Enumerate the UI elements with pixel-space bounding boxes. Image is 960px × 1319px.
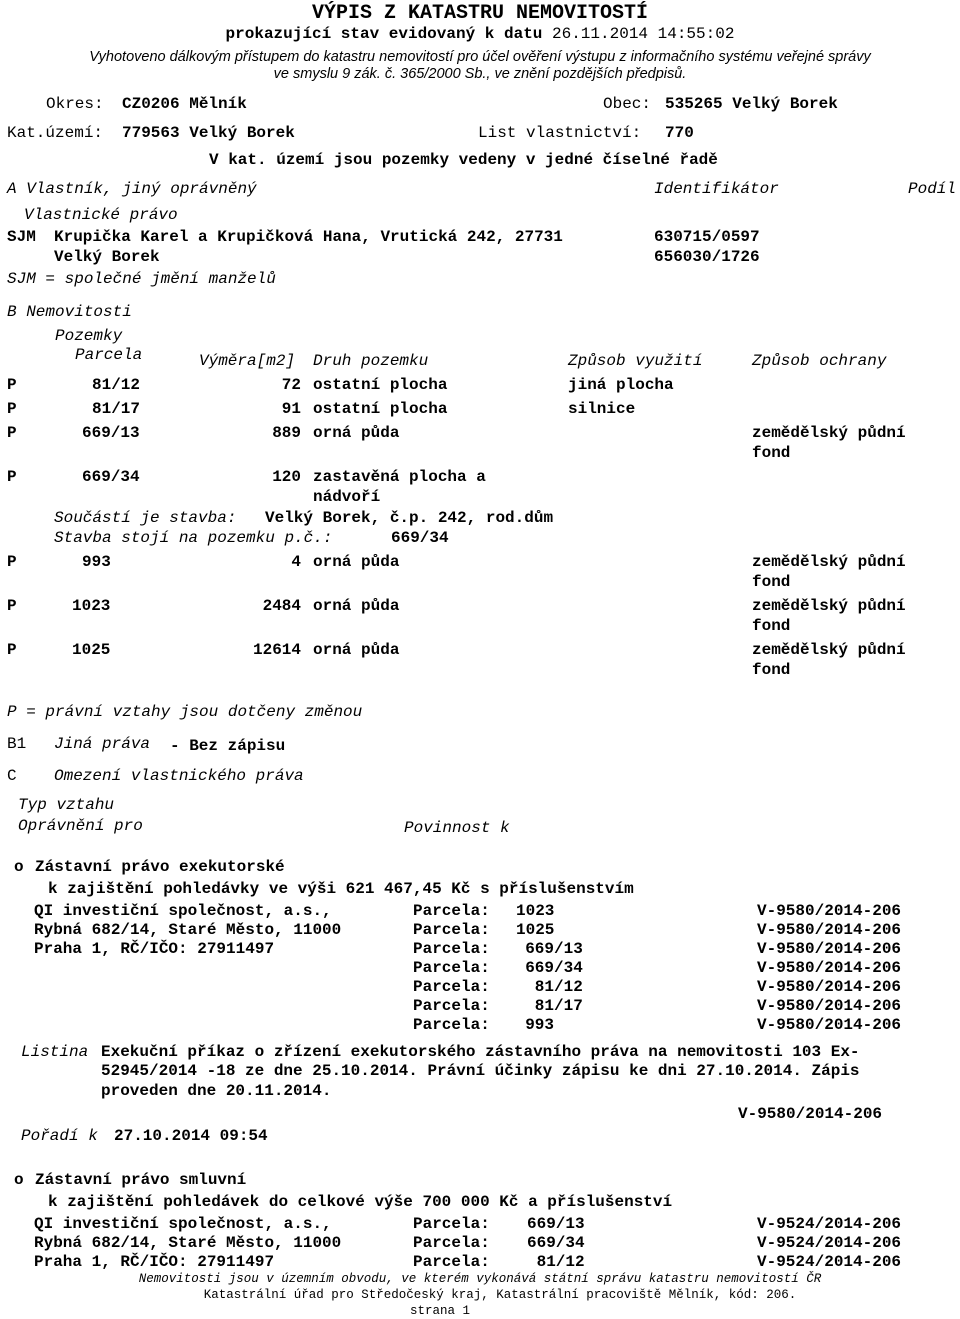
typ-vztahu-header: Typ vztahu bbox=[18, 796, 115, 814]
owner-identifier-2: 656030/1726 bbox=[654, 248, 760, 266]
parcel-ref-value: 81/17 bbox=[506, 997, 583, 1015]
parcel-protection: fond bbox=[752, 617, 791, 635]
parcel-area: 120 bbox=[272, 468, 301, 486]
parcel-type: orná půda bbox=[313, 597, 400, 615]
parcel-flag: P bbox=[7, 468, 17, 486]
parcel-ref-number: V-9580/2014-206 bbox=[757, 959, 902, 977]
section-b1-label: Jiná práva bbox=[54, 735, 151, 753]
parcel-type: orná půda bbox=[313, 424, 400, 442]
parcel-ref-value: 669/13 bbox=[527, 1215, 585, 1233]
okres-label: Okres: bbox=[46, 95, 104, 113]
listina-ref: V-9580/2014-206 bbox=[738, 1105, 883, 1123]
parcel-flag: P bbox=[7, 424, 17, 442]
section-c-label: Omezení vlastnického práva bbox=[54, 767, 304, 785]
opravneni-pro-header: Oprávnění pro bbox=[18, 817, 143, 835]
parcel-flag: P bbox=[7, 597, 17, 615]
owner-line-2: Velký Borek bbox=[54, 248, 160, 266]
obec-label: Obec: bbox=[603, 95, 652, 113]
subtitle-date: 26.11.2014 14:55:02 bbox=[552, 25, 735, 43]
parcel-protection: zemědělský půdní bbox=[752, 641, 906, 659]
notice-line-1: Vyhotoveno dálkovým přístupem do katastru nemovitostí pro účel ověření výstupu z informačního systému veřejné správy bbox=[89, 49, 871, 65]
section-b1-value: - Bez zápisu bbox=[170, 737, 286, 755]
parcel-ref-label: Parcela: bbox=[413, 921, 490, 939]
parcel-type: zastavěná plocha a bbox=[313, 468, 486, 486]
parcel-ref-label: Parcela: bbox=[413, 1016, 490, 1034]
page-number: strana 1 bbox=[409, 1304, 470, 1318]
parcel-area: 72 bbox=[281, 376, 301, 394]
header-vymera: Výměra[m2] bbox=[199, 352, 296, 370]
parcel-ref-value: 81/12 bbox=[527, 1253, 585, 1271]
header-ochrana: Způsob ochrany bbox=[752, 352, 887, 370]
owner-line-1: Krupička Karel a Krupičková Hana, Vrutická 242, 27731 bbox=[54, 228, 563, 246]
parcel-ref-number: V-9580/2014-206 bbox=[757, 1016, 902, 1034]
owner-identifier-1: 630715/0597 bbox=[654, 228, 760, 246]
entry1-subtitle: k zajištění pohledávky ve výši 621 467,45 Kč s příslušenstvím bbox=[48, 880, 634, 898]
katuzemi-label: Kat.území: bbox=[7, 124, 104, 142]
parcel-number: 669/13 bbox=[82, 424, 140, 442]
parcel-ref-number: V-9580/2014-206 bbox=[757, 921, 902, 939]
entry2-creditor-line: Rybná 682/14, Staré Město, 11000 bbox=[34, 1234, 342, 1252]
parcel-number: 1025 bbox=[72, 641, 111, 659]
list-value: 770 bbox=[665, 124, 694, 142]
parcel-area: 91 bbox=[281, 400, 301, 418]
header-vyuziti: Způsob využití bbox=[568, 352, 703, 370]
parcel-area: 889 bbox=[272, 424, 301, 442]
parcel-ref-number: V-9580/2014-206 bbox=[757, 940, 902, 958]
document-subtitle bbox=[0, 25, 960, 44]
section-a-heading: A Vlastník, jiný oprávněný bbox=[7, 180, 257, 198]
ownership-subheading: Vlastnické právo bbox=[24, 206, 178, 224]
parcel-usage: jiná plocha bbox=[568, 376, 674, 394]
entry1-creditor-line: QI investiční společnost, a.s., bbox=[34, 902, 332, 920]
col-share: Podíl bbox=[908, 180, 957, 198]
section-c-code: C bbox=[7, 767, 17, 785]
parcel-ref-value: 669/34 bbox=[506, 959, 583, 977]
document-title: VÝPIS Z KATASTRU NEMOVITOSTÍ bbox=[311, 2, 649, 25]
parcel-ref-label: Parcela: bbox=[413, 940, 490, 958]
bullet-icon: o bbox=[14, 1171, 24, 1189]
parcel-area: 4 bbox=[291, 553, 301, 571]
parcel-ref-number: V-9580/2014-206 bbox=[757, 997, 902, 1015]
parcel-area: 2484 bbox=[262, 597, 301, 615]
parcel-type: ostatní plocha bbox=[313, 376, 448, 394]
parcel-ref-label: Parcela: bbox=[413, 902, 490, 920]
footer-line-1: Nemovitosti jsou v územním obvodu, ve kterém vykonává státní správu katastru nemovitostí ČR bbox=[138, 1272, 822, 1286]
parcel-ref-number: V-9580/2014-206 bbox=[757, 978, 902, 996]
ownership-code: SJM bbox=[7, 228, 36, 246]
parcel-ref-label: Parcela: bbox=[413, 1215, 490, 1233]
p-legend: P = právní vztahy jsou dotčeny změnou bbox=[7, 703, 363, 721]
parcel-type: ostatní plocha bbox=[313, 400, 448, 418]
listina-line: 52945/2014 -18 ze dne 25.10.2014. Právní účinky zápisu ke dni 27.10.2014. Zápis bbox=[101, 1062, 860, 1080]
parcel-flag: P bbox=[7, 641, 17, 659]
parcel-number: 669/34 bbox=[82, 468, 140, 486]
parcel-flag: P bbox=[7, 400, 17, 418]
notice-line-2: ve smyslu 9 zák. č. 365/2000 Sb., ve znění pozdějších předpisů. bbox=[273, 66, 687, 82]
parcel-ref-number: V-9524/2014-206 bbox=[757, 1253, 902, 1271]
katuzemi-value: 779563 Velký Borek bbox=[122, 124, 295, 142]
section-b-heading: B Nemovitosti bbox=[7, 303, 132, 321]
cadastre-note: V kat. území jsou pozemky vedeny v jedné číselné řadě bbox=[209, 151, 718, 169]
parcel-protection: fond bbox=[752, 573, 791, 591]
poradi-value: 27.10.2014 09:54 bbox=[114, 1127, 268, 1145]
parcel-usage: silnice bbox=[568, 400, 636, 418]
okres-value: CZ0206 Mělník bbox=[122, 95, 247, 113]
parcel-type: orná půda bbox=[313, 553, 400, 571]
parcel-number: 81/17 bbox=[92, 400, 141, 418]
header-parcela: Parcela bbox=[75, 346, 143, 364]
parcel-ref-value: 1023 bbox=[516, 902, 555, 920]
parcel-protection: zemědělský půdní bbox=[752, 553, 906, 571]
parcel-ref-label: Parcela: bbox=[413, 959, 490, 977]
parcel-ref-label: Parcela: bbox=[413, 978, 490, 996]
listina-line: Exekuční příkaz o zřízení exekutorského zástavního práva na nemovitosti 103 Ex- bbox=[101, 1043, 860, 1061]
parcel-type: orná půda bbox=[313, 641, 400, 659]
stavba-value: Velký Borek, č.p. 242, rod.dům bbox=[265, 509, 554, 527]
povinnost-k-header: Povinnost k bbox=[404, 819, 510, 837]
poradi-label: Pořadí k bbox=[21, 1127, 98, 1145]
parcel-ref-label: Parcela: bbox=[413, 997, 490, 1015]
entry2-subtitle: k zajištění pohledávek do celkové výše 700 000 Kč a příslušenství bbox=[48, 1193, 673, 1211]
parcel-area: 12614 bbox=[252, 641, 301, 659]
parcel-type: nádvoří bbox=[313, 488, 381, 506]
list-label: List vlastnictví: bbox=[478, 124, 642, 142]
section-b1-code: B1 bbox=[7, 735, 27, 753]
parcel-ref-value: 669/34 bbox=[527, 1234, 585, 1252]
entry2-title: Zástavní právo smluvní bbox=[35, 1171, 247, 1189]
entry1-creditor-line: Rybná 682/14, Staré Město, 11000 bbox=[34, 921, 342, 939]
parcel-protection: fond bbox=[752, 661, 791, 679]
pozemky-subheading: Pozemky bbox=[55, 327, 123, 345]
parcel-ref-number: V-9524/2014-206 bbox=[757, 1234, 902, 1252]
subtitle-prefix: prokazující stav evidovaný k datu bbox=[225, 25, 552, 43]
entry1-title: Zástavní právo exekutorské bbox=[35, 858, 285, 876]
parcel-ref-value: 993 bbox=[506, 1016, 555, 1034]
stoji-label: Stavba stojí na pozemku p.č.: bbox=[54, 529, 333, 547]
parcel-number: 81/12 bbox=[92, 376, 141, 394]
parcel-number: 993 bbox=[82, 553, 111, 571]
parcel-protection: zemědělský půdní bbox=[752, 597, 906, 615]
header-druh: Druh pozemku bbox=[313, 352, 429, 370]
parcel-ref-label: Parcela: bbox=[413, 1234, 490, 1252]
parcel-ref-number: V-9524/2014-206 bbox=[757, 1215, 902, 1233]
parcel-ref-label: Parcela: bbox=[413, 1253, 490, 1271]
parcel-protection: zemědělský půdní bbox=[752, 424, 906, 442]
stoji-value: 669/34 bbox=[391, 529, 449, 547]
col-identifier: Identifikátor bbox=[654, 180, 779, 198]
parcel-ref-value: 1025 bbox=[516, 921, 555, 939]
obec-value: 535265 Velký Borek bbox=[665, 95, 838, 113]
footer-line-2: Katastrální úřad pro Středočeský kraj, Katastrální pracoviště Mělník, kód: 206. bbox=[203, 1288, 797, 1302]
parcel-flag: P bbox=[7, 376, 17, 394]
parcel-protection: fond bbox=[752, 444, 791, 462]
entry2-creditor-line: Praha 1, RČ/IČO: 27911497 bbox=[34, 1253, 275, 1271]
parcel-flag: P bbox=[7, 553, 17, 571]
listina-line: proveden dne 20.11.2014. bbox=[101, 1082, 332, 1100]
parcel-ref-value: 669/13 bbox=[506, 940, 583, 958]
bullet-icon: o bbox=[14, 858, 24, 876]
entry2-creditor-line: QI investiční společnost, a.s., bbox=[34, 1215, 332, 1233]
parcel-number: 1023 bbox=[72, 597, 111, 615]
entry1-creditor-line: Praha 1, RČ/IČO: 27911497 bbox=[34, 940, 275, 958]
parcel-ref-number: V-9580/2014-206 bbox=[757, 902, 902, 920]
listina-label: Listina bbox=[21, 1043, 89, 1061]
stavba-label: Součástí je stavba: bbox=[54, 509, 237, 527]
parcel-ref-value: 81/12 bbox=[506, 978, 583, 996]
sjm-legend: SJM = společné jmění manželů bbox=[7, 270, 276, 288]
